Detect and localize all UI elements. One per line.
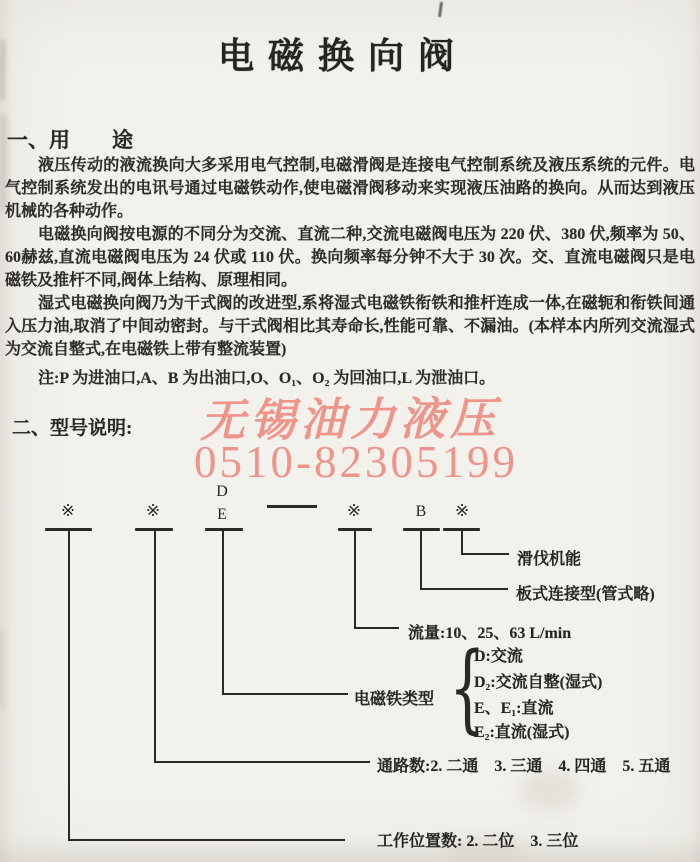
model-symbol-3-top: D [216, 483, 228, 500]
connector-line [68, 839, 345, 841]
label-ways: 通路数:2. 二通 3. 三通 4. 四通 5. 五通 [377, 758, 671, 775]
paragraph-1: 液压传动的液流换向大多采用电气控制,电磁滑阀是连接电气控制系统及液压系统的元件。电气控制系统发出的电讯号通过电磁铁动作,使电磁滑阀移动来实现液压油路的换向。从而达到液压机械的各种动作。 [5, 157, 695, 220]
model-symbol-4: ※ [346, 501, 362, 520]
model-symbol-6: ※ [454, 501, 470, 520]
watermark-company-stamp: 无锡油力液压 [199, 393, 501, 447]
scan-artifact [0, 630, 4, 710]
magnet-type-item-2: D₂:交流自整(湿式) [474, 674, 603, 691]
section1-heading: 一、用 途 [7, 128, 133, 152]
brace: { [449, 632, 486, 744]
paragraph-3: 湿式电磁换向阀乃为干式阀的改进型,系将湿式电磁铁衔铁和推杆连成一体,在磁轭和衔铁间通入压力油,取消了中间动密封。与干式阀相比其寿命长,性能可靠、不漏油。(本样本内所列交流湿式为交流自整式,在电磁铁上带有整流装置) [5, 295, 695, 358]
magnet-type-item-1: D:交流 [474, 648, 523, 665]
section1-body [5, 154, 695, 390]
connector-line [154, 531, 156, 763]
connector-line [68, 531, 70, 841]
model-symbol-5: B [415, 503, 427, 520]
label-flow: 流量:10、25、63 L/min [408, 625, 572, 642]
label-magnet-type: 电磁铁类型 [354, 691, 435, 708]
magnet-type-item-3: E、E₁:直流 [474, 700, 554, 717]
section2-heading: 二、型号说明: [12, 418, 133, 439]
paragraph-2: 电磁换向阀按电源的不同分为交流、直流二种,交流电磁阀电压为 220 伏、380 伏,频率为 50、60赫兹,直流电磁阀电压为 24 伏或 110 伏。换向频率每分钟不大于 30 次。交、直流电磁阀只是电磁铁及推杆不同,阀体上结构、原理相同。 [5, 226, 695, 289]
connector-line [154, 761, 370, 763]
model-dash-line [267, 505, 317, 508]
connector-line [420, 588, 508, 590]
connector-line [222, 693, 348, 695]
label-working-positions: 工作位置数: 2. 二位 3. 三位 [377, 833, 579, 850]
symbol-bar-3 [205, 528, 243, 531]
connector-line [461, 553, 509, 555]
scan-artifact [520, 770, 580, 810]
note-line: 注:P 为进油口,A、B 为出油口,O、O₁、O₂ 为回油口,L 为泄油口。 [38, 370, 496, 387]
connector-line [354, 627, 399, 629]
connector-line [222, 531, 224, 695]
label-spool-function: 滑伐机能 [517, 551, 582, 568]
watermark-phone-stamp: 0510-82305199 [194, 437, 518, 487]
magnet-type-item-4: E₂:直流(湿式) [474, 724, 570, 741]
page-title: 电磁换向阀 [218, 36, 469, 76]
connector-line [420, 531, 422, 590]
model-symbol-2: ※ [145, 501, 161, 520]
scan-artifact [438, 2, 443, 17]
model-symbol-1: ※ [60, 501, 76, 520]
model-symbol-3-bottom: E [217, 506, 227, 523]
connector-line [354, 531, 356, 629]
label-plate-connection: 板式连接型(管式略) [516, 586, 655, 603]
connector-line [461, 531, 463, 555]
scan-artifact [0, 40, 5, 100]
